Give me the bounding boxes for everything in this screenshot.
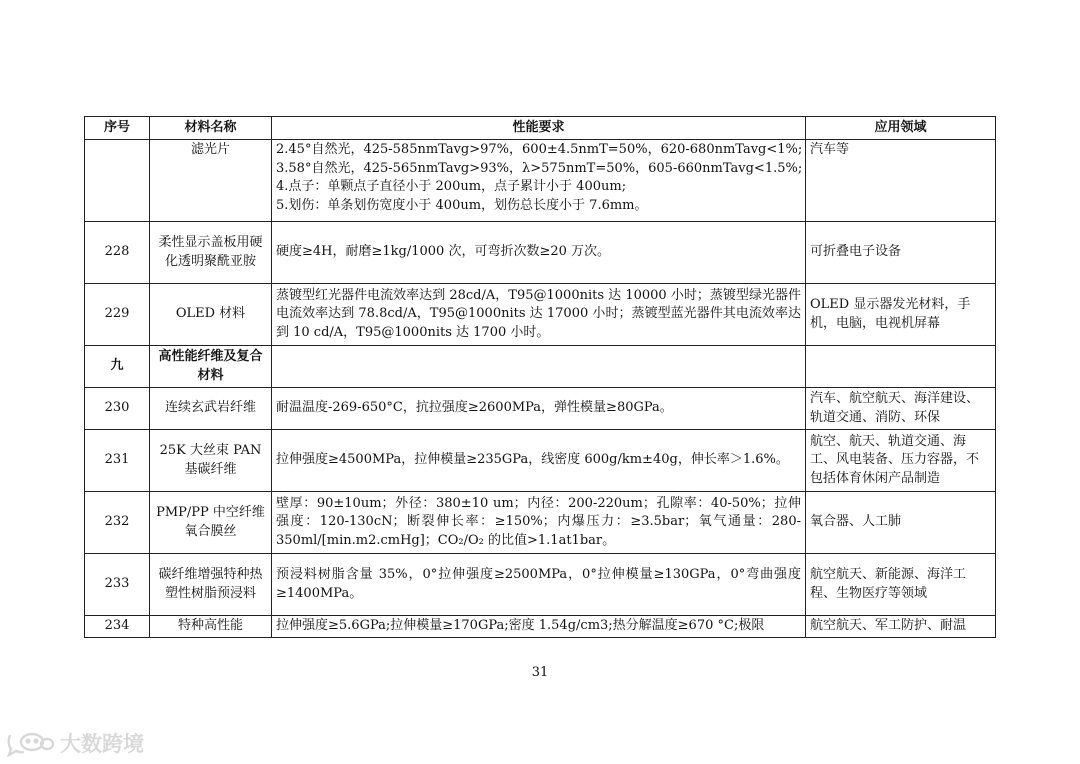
row-name: PMP/PP 中空纤维氧合膜丝 bbox=[150, 492, 272, 554]
table-row bbox=[85, 492, 996, 554]
header-requirement: 性能要求 bbox=[272, 117, 806, 140]
row-name: 碳纤维增强特种热塑性树脂预浸料 bbox=[150, 554, 272, 616]
row-requirement: 壁厚：90±10um；外径：380±10 um；内径：200-220um；孔隙率：40-50%；拉伸强度：120-130cN；断裂伸长率：≥150%；内爆压力：≥3.5bar；氧气通量：280-350ml/[min.m2.cmHg]；CO₂/O₂ 的比值>1.1at1bar。 bbox=[272, 492, 806, 554]
row-application: 汽车、航空航天、海洋建设、轨道交通、消防、环保 bbox=[806, 388, 996, 430]
row-requirement: 耐温温度-269-650°C，抗拉强度≥2600MPa，弹性模量≥80GPa。 bbox=[272, 388, 806, 430]
row-no: 234 bbox=[85, 616, 150, 638]
row-no: 231 bbox=[85, 430, 150, 492]
row-no: 233 bbox=[85, 554, 150, 616]
header-application: 应用领域 bbox=[806, 117, 996, 140]
row-no: 229 bbox=[85, 284, 150, 346]
table-row bbox=[85, 554, 996, 616]
row-application: 可折叠电子设备 bbox=[806, 222, 996, 284]
row-requirement: 预浸料树脂含量 35%，0°拉伸强度≥2500MPa，0°拉伸模量≥130GPa，0°弯曲强度≥1400MPa。 bbox=[272, 554, 806, 616]
row-application: 航空航天、新能源、海洋工程、生物医疗等领域 bbox=[806, 554, 996, 616]
row-application: 航空、航天、轨道交通、海工、风电装备、压力容器，不包括体育休闲产品制造 bbox=[806, 430, 996, 492]
row-name: OLED 材料 bbox=[150, 284, 272, 346]
header-no: 序号 bbox=[85, 117, 150, 140]
materials-table bbox=[84, 116, 996, 638]
row-requirement bbox=[272, 346, 806, 388]
row-requirement: 拉伸强度≥5.6GPa;拉伸模量≥170GPa;密度 1.54g/cm3;热分解温度≥670 °C;极限 bbox=[272, 616, 806, 638]
row-no bbox=[85, 140, 150, 222]
table-row bbox=[85, 140, 996, 222]
table-row bbox=[85, 430, 996, 492]
section-no: 九 bbox=[85, 346, 150, 388]
row-application: OLED 显示器发光材料，手机，电脑，电视机屏幕 bbox=[806, 284, 996, 346]
row-requirement bbox=[272, 140, 806, 222]
row-requirement: 蒸镀型红光器件电流效率达到 28cd/A，T95@1000nits 达 10000 小时；蒸镀型绿光器件电流效率达到 78.8cd/A，T95@1000nits 达 17000 小时；蒸镀型蓝光器件其电流效率达到 10 cd/A，T95@1000nits 达 1700 小时。 bbox=[272, 284, 806, 346]
table-section-row bbox=[85, 346, 996, 388]
row-application: 汽车等 bbox=[806, 140, 996, 222]
watermark-text: 大数跨境 bbox=[60, 732, 144, 756]
table-header-row bbox=[85, 117, 996, 140]
row-requirement: 拉伸强度≥4500MPa，拉伸模量≥235GPa，线密度 600g/km±40g，伸长率＞1.6%。 bbox=[272, 430, 806, 492]
table-row bbox=[85, 388, 996, 430]
header-name: 材料名称 bbox=[150, 117, 272, 140]
section-title: 高性能纤维及复合材料 bbox=[150, 346, 272, 388]
requirement-line: 3.58°自然光，425-565nmTavg>93%，λ>575nmT=50%，605-660nmTavg<1.5%; bbox=[276, 160, 803, 176]
watermark bbox=[6, 728, 144, 758]
row-no: 232 bbox=[85, 492, 150, 554]
table-row bbox=[85, 284, 996, 346]
row-no: 228 bbox=[85, 222, 150, 284]
row-application: 航空航天、军工防护、耐温 bbox=[806, 616, 996, 638]
row-no: 230 bbox=[85, 388, 150, 430]
row-name: 滤光片 bbox=[150, 140, 272, 222]
row-requirement: 硬度≥4H，耐磨≥1kg/1000 次，可弯折次数≥20 万次。 bbox=[272, 222, 806, 284]
row-name: 连续玄武岩纤维 bbox=[150, 388, 272, 430]
page-number: 31 bbox=[531, 665, 549, 680]
row-name: 特种高性能 bbox=[150, 616, 272, 638]
table-row bbox=[85, 222, 996, 284]
row-name: 25K 大丝束 PAN 基碳纤维 bbox=[150, 430, 272, 492]
requirement-line: 4.点子：单颗点子直径小于 200um，点子累计小于 400um; bbox=[276, 179, 627, 194]
table-row bbox=[85, 616, 996, 638]
row-application bbox=[806, 346, 996, 388]
wechat-bubble-logo-icon bbox=[6, 729, 56, 757]
requirement-line: 5.划伤：单条划伤宽度小于 400um，划伤总长度小于 7.6mm。 bbox=[276, 197, 648, 213]
row-name: 柔性显示盖板用硬化透明聚酰亚胺 bbox=[150, 222, 272, 284]
row-application: 氧合器、人工肺 bbox=[806, 492, 996, 554]
requirement-line: 2.45°自然光，425-585nmTavg>97%，600±4.5nmT=50%，620-680nmTavg<1%; bbox=[276, 142, 803, 157]
